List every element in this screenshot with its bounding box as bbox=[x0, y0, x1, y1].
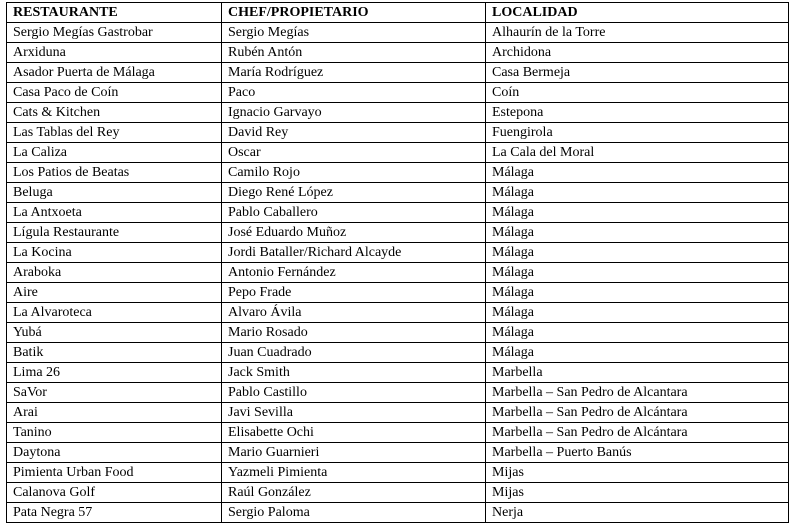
table-row bbox=[7, 283, 789, 303]
table-row bbox=[7, 483, 789, 503]
restaurante-cell: Casa Paco de Coín bbox=[7, 83, 222, 103]
localidad-cell: Marbella – San Pedro de Alcántara bbox=[486, 403, 789, 423]
restaurante-cell: Pimienta Urban Food bbox=[7, 463, 222, 483]
restaurante-cell: Daytona bbox=[7, 443, 222, 463]
localidad-cell: Málaga bbox=[486, 343, 789, 363]
localidad-cell: La Cala del Moral bbox=[486, 143, 789, 163]
table-row bbox=[7, 503, 789, 523]
table-row bbox=[7, 323, 789, 343]
table-row bbox=[7, 83, 789, 103]
restaurante-cell: Aire bbox=[7, 283, 222, 303]
chef-cell: Jack Smith bbox=[222, 363, 486, 383]
restaurante-cell: Batik bbox=[7, 343, 222, 363]
table-row bbox=[7, 363, 789, 383]
chef-cell: Oscar bbox=[222, 143, 486, 163]
restaurante-cell: Araboka bbox=[7, 263, 222, 283]
chef-cell: José Eduardo Muñoz bbox=[222, 223, 486, 243]
chef-cell: Sergio Paloma bbox=[222, 503, 486, 523]
chef-cell: Paco bbox=[222, 83, 486, 103]
table-row bbox=[7, 303, 789, 323]
chef-cell: Jordi Bataller/Richard Alcayde bbox=[222, 243, 486, 263]
table-row bbox=[7, 63, 789, 83]
chef-cell: Pepo Frade bbox=[222, 283, 486, 303]
chef-cell: Alvaro Ávila bbox=[222, 303, 486, 323]
chef-cell: Pablo Castillo bbox=[222, 383, 486, 403]
restaurante-cell: Lígula Restaurante bbox=[7, 223, 222, 243]
chef-cell: Yazmeli Pimienta bbox=[222, 463, 486, 483]
chef-cell: Camilo Rojo bbox=[222, 163, 486, 183]
restaurante-cell: Tanino bbox=[7, 423, 222, 443]
localidad-cell: Málaga bbox=[486, 203, 789, 223]
localidad-cell: Málaga bbox=[486, 243, 789, 263]
table-row bbox=[7, 343, 789, 363]
restaurante-cell: Los Patios de Beatas bbox=[7, 163, 222, 183]
table-row bbox=[7, 183, 789, 203]
chef-cell: Raúl González bbox=[222, 483, 486, 503]
restaurante-cell: Yubá bbox=[7, 323, 222, 343]
localidad-cell: Coín bbox=[486, 83, 789, 103]
localidad-cell: Marbella – San Pedro de Alcantara bbox=[486, 383, 789, 403]
table-row bbox=[7, 23, 789, 43]
chef-cell: Ignacio Garvayo bbox=[222, 103, 486, 123]
chef-cell: Juan Cuadrado bbox=[222, 343, 486, 363]
localidad-cell: Fuengirola bbox=[486, 123, 789, 143]
localidad-cell: Archidona bbox=[486, 43, 789, 63]
chef-cell: Rubén Antón bbox=[222, 43, 486, 63]
chef-cell: Mario Rosado bbox=[222, 323, 486, 343]
localidad-cell: Marbella – Puerto Banús bbox=[486, 443, 789, 463]
column-header-localidad: LOCALIDAD bbox=[486, 3, 789, 23]
table-header-row bbox=[7, 3, 789, 23]
chef-cell: Antonio Fernández bbox=[222, 263, 486, 283]
table-row bbox=[7, 443, 789, 463]
column-header-chef-propietario: CHEF/PROPIETARIO bbox=[222, 3, 486, 23]
table-row bbox=[7, 223, 789, 243]
restaurante-cell: Pata Negra 57 bbox=[7, 503, 222, 523]
localidad-cell: Málaga bbox=[486, 183, 789, 203]
restaurante-cell: Lima 26 bbox=[7, 363, 222, 383]
table-row bbox=[7, 123, 789, 143]
restaurante-cell: Las Tablas del Rey bbox=[7, 123, 222, 143]
chef-cell: Diego René López bbox=[222, 183, 486, 203]
restaurante-cell: La Alvaroteca bbox=[7, 303, 222, 323]
localidad-cell: Mijas bbox=[486, 463, 789, 483]
table-row bbox=[7, 383, 789, 403]
localidad-cell: Málaga bbox=[486, 163, 789, 183]
restaurante-cell: La Kocina bbox=[7, 243, 222, 263]
chef-cell: David Rey bbox=[222, 123, 486, 143]
table-row bbox=[7, 263, 789, 283]
localidad-cell: Málaga bbox=[486, 223, 789, 243]
table-row bbox=[7, 423, 789, 443]
chef-cell: María Rodríguez bbox=[222, 63, 486, 83]
localidad-cell: Alhaurín de la Torre bbox=[486, 23, 789, 43]
chef-cell: Mario Guarnieri bbox=[222, 443, 486, 463]
localidad-cell: Marbella – San Pedro de Alcántara bbox=[486, 423, 789, 443]
table-row bbox=[7, 143, 789, 163]
localidad-cell: Málaga bbox=[486, 303, 789, 323]
table-row bbox=[7, 403, 789, 423]
restaurante-cell: La Caliza bbox=[7, 143, 222, 163]
localidad-cell: Málaga bbox=[486, 323, 789, 343]
table-row bbox=[7, 203, 789, 223]
restaurants-table bbox=[6, 2, 789, 523]
restaurante-cell: Beluga bbox=[7, 183, 222, 203]
localidad-cell: Málaga bbox=[486, 263, 789, 283]
restaurante-cell: Sergio Megías Gastrobar bbox=[7, 23, 222, 43]
restaurante-cell: Calanova Golf bbox=[7, 483, 222, 503]
chef-cell: Sergio Megías bbox=[222, 23, 486, 43]
table-row bbox=[7, 163, 789, 183]
restaurante-cell: Cats & Kitchen bbox=[7, 103, 222, 123]
column-header-restaurante: RESTAURANTE bbox=[7, 3, 222, 23]
localidad-cell: Estepona bbox=[486, 103, 789, 123]
table-row bbox=[7, 103, 789, 123]
chef-cell: Elisabette Ochi bbox=[222, 423, 486, 443]
table-row bbox=[7, 243, 789, 263]
localidad-cell: Marbella bbox=[486, 363, 789, 383]
table-row bbox=[7, 463, 789, 483]
restaurante-cell: La Antxoeta bbox=[7, 203, 222, 223]
restaurante-cell: Asador Puerta de Málaga bbox=[7, 63, 222, 83]
localidad-cell: Málaga bbox=[486, 283, 789, 303]
localidad-cell: Nerja bbox=[486, 503, 789, 523]
localidad-cell: Mijas bbox=[486, 483, 789, 503]
restaurante-cell: Arai bbox=[7, 403, 222, 423]
table-body bbox=[7, 23, 789, 523]
chef-cell: Pablo Caballero bbox=[222, 203, 486, 223]
restaurante-cell: Arxiduna bbox=[7, 43, 222, 63]
table-row bbox=[7, 43, 789, 63]
localidad-cell: Casa Bermeja bbox=[486, 63, 789, 83]
restaurante-cell: SaVor bbox=[7, 383, 222, 403]
chef-cell: Javi Sevilla bbox=[222, 403, 486, 423]
